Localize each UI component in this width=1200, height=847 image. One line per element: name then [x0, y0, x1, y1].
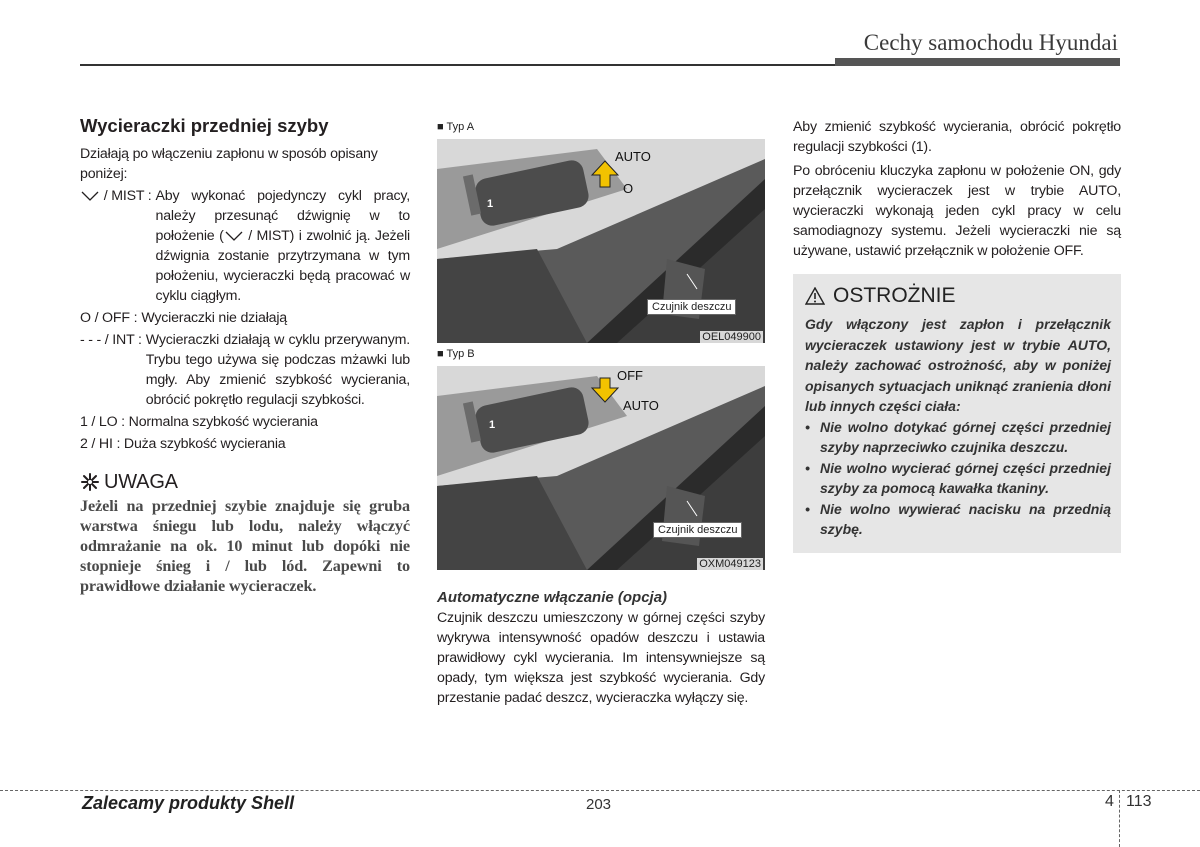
- wiper-section: [80, 116, 410, 596]
- rain-sensor-callout: Czujnik deszczu: [647, 299, 736, 315]
- figure-code: OXM049123: [699, 558, 761, 570]
- int-desc: Wycieraczki działają w cyklu przerywanym. Trybu tego używa się podczas mżawki lub mgły. Aby zmienić szybkość wycierania, obrócić pokrętło regulacji szybkości.: [145, 332, 410, 408]
- self-diagnosis-paragraph: Po obróceniu kluczyka zapłonu w położenie ON, gdy przełącznik wycieraczek jest w trybie AUTO, wycieraczki wykonają jeden cykl pracy w celu samodiagnozy systemu. Jeżeli wycieraczki nie są używane, ustawić przełącznik w położenie OFF.: [793, 163, 1121, 259]
- note-heading-text: UWAGA: [104, 471, 178, 493]
- auto-body: Czujnik deszczu umieszczony w górnej części szyby wykrywa intensywność opadów deszczu i ustawia prawidłowy cykl wycierania. Im intensywniejsze są opady, tym większa jest szybkość wycierania. Gdy przestanie padać deszcz, wycieraczka wyłączy się.: [437, 610, 765, 706]
- caution-heading: OSTROŻNIE: [833, 284, 956, 307]
- caution-bullet: • Nie wolno wywierać nacisku na przednią szybę.: [805, 499, 1111, 540]
- figure-tag: Typ A: [446, 121, 475, 133]
- int-definition: [80, 330, 410, 410]
- footer-divider: [1119, 790, 1120, 847]
- rain-sensor-callout: Czujnik deszczu: [653, 522, 742, 538]
- square-bullet-icon: ■: [437, 121, 444, 133]
- footer-sheet-number: 203: [586, 796, 612, 813]
- note-heading: [80, 472, 410, 492]
- section-heading: Wycieraczki przedniej szyby: [80, 115, 329, 136]
- footer-brand: Zalecamy produkty Shell: [82, 793, 295, 813]
- hi-speed-text: 2 / HI : Duża szybkość wycierania: [80, 436, 286, 452]
- auto-heading: Automatyczne włączanie (opcja): [437, 589, 668, 606]
- wiper-stalk-photo: [437, 139, 765, 343]
- mist-desc-start: Aby wykonać pojedynczy cykl pracy, należy przesunąć dźwignię w to położenie (: [155, 188, 410, 244]
- mist-symbol-icon: [224, 230, 244, 242]
- mist-desc-end: / MIST) i zwolnić ją. Jeżeli dźwignia zostanie przytrzymana w tym położeniu, wycieraczki będą pracować w cyklu ciągłym.: [155, 228, 410, 304]
- figure-code: OEL049900: [702, 331, 761, 343]
- square-bullet-icon: ■: [437, 348, 444, 360]
- label-auto: AUTO: [615, 149, 651, 164]
- chapter-number: 4: [1105, 793, 1114, 810]
- caution-bullet: • Nie wolno wycierać górnej części przedniej szyby za pomocą kawałka tkaniny.: [805, 458, 1111, 499]
- speed-section: [793, 117, 1121, 265]
- label-o: O: [623, 181, 634, 196]
- figure-type-b: [437, 348, 765, 570]
- stalk-illustration: [437, 366, 765, 570]
- bullet-dot-icon: •: [805, 418, 810, 435]
- off-desc: Wycieraczki nie działają: [141, 310, 287, 326]
- bullet-dot-icon: •: [805, 459, 810, 476]
- asterisk-icon: [80, 472, 100, 492]
- auto-section: [437, 588, 765, 708]
- intro-text: Działają po włączeniu zapłonu w sposób opisany poniżej:: [80, 146, 378, 182]
- header-accent-bar: [835, 58, 1120, 66]
- caution-intro: Gdy włączony jest zapłon i przełącznik wycieraczek ustawiony jest w trybie AUTO, należy zachować ostrożność, aby w poniżej opisanych sytuacjach uniknąć zranienia dłoni lub innych części ciała:: [805, 316, 1111, 414]
- lo-speed-text: 1 / LO : Normalna szybkość wycierania: [80, 414, 318, 430]
- label-off: OFF: [617, 368, 643, 383]
- figure-type-a: [437, 121, 765, 343]
- warning-triangle-icon: [805, 287, 825, 305]
- wiper-stalk-photo: [437, 366, 765, 570]
- page-number: 113: [1126, 793, 1152, 810]
- label-auto: AUTO: [623, 398, 659, 413]
- mist-definition: [80, 186, 410, 306]
- mist-key: / MIST :: [100, 188, 152, 204]
- svg-text:1: 1: [487, 198, 494, 210]
- note-body: Jeżeli na przedniej szybie znajduje się gruba warstwa śniegu lub lodu, należy włączyć odmrażanie na ok. 10 minut lub dopóki nie stopnieje śnieg i / lub lód. Zapewni to prawidłowe działanie wycieraczek.: [80, 497, 410, 595]
- caution-box: [793, 274, 1121, 553]
- figure-tag: Typ B: [446, 348, 475, 360]
- bullet-dot-icon: •: [805, 500, 810, 517]
- footer-rule: [0, 790, 1200, 791]
- off-key: O / OFF :: [80, 310, 138, 326]
- svg-text:1: 1: [489, 419, 496, 431]
- int-key: - - - / INT :: [80, 332, 142, 348]
- speed-paragraph: Aby zmienić szybkość wycierania, obrócić pokrętło regulacji szybkości (1).: [793, 119, 1121, 155]
- mist-symbol-icon: [80, 190, 100, 202]
- caution-bullet: • Nie wolno dotykać górnej części przedniej szyby naprzeciwko czujnika deszczu.: [805, 417, 1111, 458]
- header-title: Cechy samochodu Hyundai: [863, 30, 1118, 55]
- off-definition: [80, 308, 410, 328]
